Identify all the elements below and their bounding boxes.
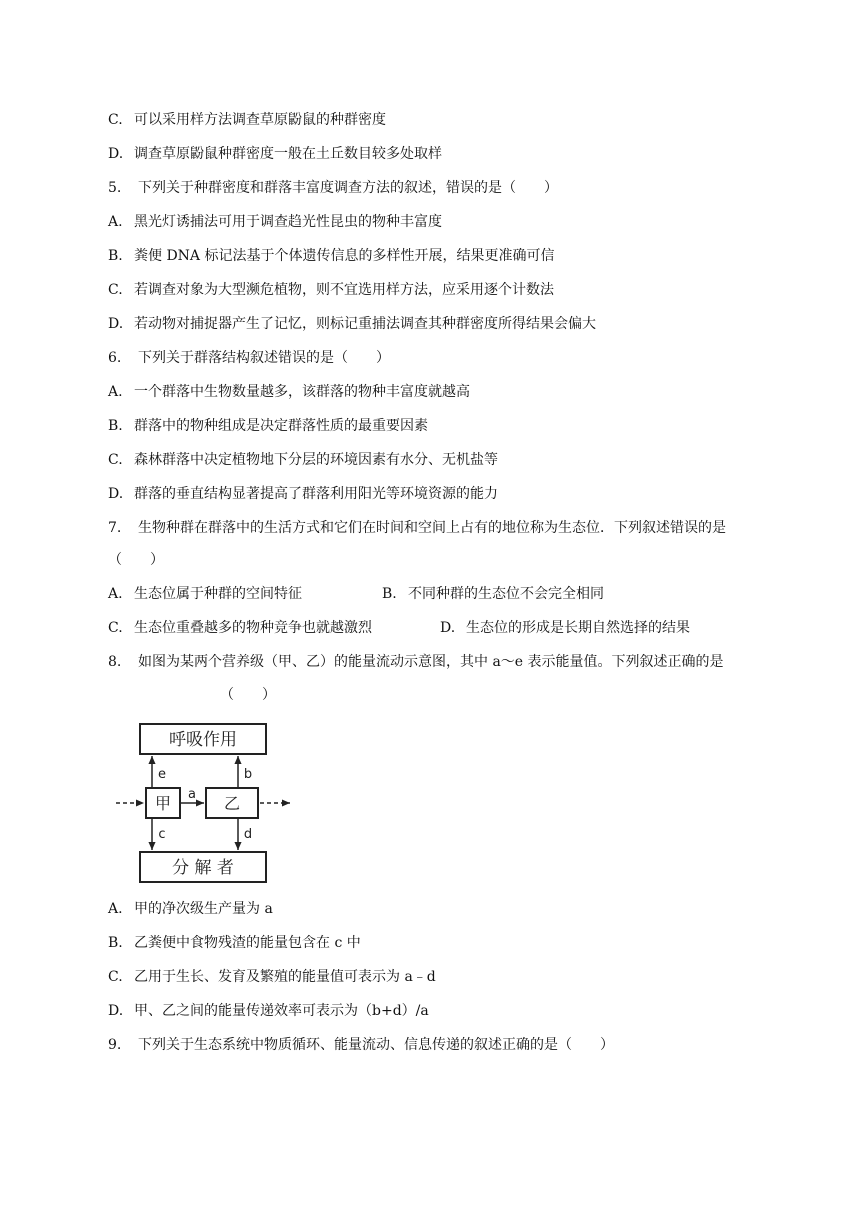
question-number: 5. (108, 180, 122, 196)
option-letter: D. (108, 1003, 124, 1019)
q7-option-c (108, 618, 372, 638)
option-letter: D. (108, 316, 124, 332)
option-letter: D. (108, 486, 124, 502)
option-letter: C. (108, 112, 123, 128)
energy-flow-diagram (110, 718, 300, 888)
q9-stem (108, 1035, 614, 1055)
q4-option-d (108, 144, 442, 164)
q8-stem-answer-blank: （ ） (220, 687, 276, 703)
respiration-label: 呼吸作用 (169, 730, 237, 750)
q4-option-c (108, 110, 386, 130)
question-stem: 下列关于生态系统中物质循环、能量流动、信息传递的叙述正确的是（ ） (138, 1037, 614, 1053)
question-number: 7. (108, 520, 122, 536)
option-text: 若调查对象为大型濒危植物，则不宜选用样方法，应采用逐个计数法 (134, 282, 554, 298)
question-stem: 下列关于群落结构叙述错误的是（ ） (138, 350, 390, 366)
option-letter: D. (440, 620, 456, 636)
question-number: 6. (108, 350, 122, 366)
q6-option-d (108, 484, 498, 504)
q8-option-d (108, 1001, 429, 1021)
label-d: d (243, 827, 253, 842)
option-text: 若动物对捕捉器产生了记忆，则标记重捕法调查其种群密度所得结果会偏大 (134, 316, 596, 332)
q5-option-c (108, 280, 554, 300)
option-text: 生态位重叠越多的物种竞争也就越激烈 (134, 620, 372, 636)
option-text: 甲、乙之间的能量传递效率可表示为（b+d）/a (134, 1003, 429, 1019)
option-text: 不同种群的生态位不会完全相同 (408, 586, 604, 602)
option-letter: C. (108, 282, 123, 298)
q7-option-b (382, 584, 604, 604)
q8-stem (108, 652, 724, 672)
option-text: 森林群落中决定植物地下分层的环境因素有水分、无机盐等 (134, 452, 498, 468)
q7-stem (108, 518, 726, 538)
option-letter: B. (382, 586, 397, 602)
option-text: 乙粪便中食物残渣的能量包含在 c 中 (134, 935, 361, 951)
label-e: e (158, 767, 166, 782)
q5-stem (108, 178, 558, 198)
option-letter: C. (108, 452, 123, 468)
label-a: a (188, 787, 196, 802)
option-letter: B. (108, 248, 123, 264)
option-letter: A. (108, 214, 123, 230)
question-stem: 下列关于种群密度和群落丰富度调查方法的叙述，错误的是（ ） (138, 180, 558, 196)
option-text: 生态位的形成是长期自然选择的结果 (466, 620, 690, 636)
question-number: 9. (108, 1037, 122, 1053)
option-letter: B. (108, 935, 123, 951)
question-stem: 如图为某两个营养级（甲、乙）的能量流动示意图，其中 a～e 表示能量值。下列叙述正确的是 (138, 654, 724, 670)
option-text: 一个群落中生物数量越多，该群落的物种丰富度就越高 (134, 384, 470, 400)
decomposer-label: 分 解 者 (172, 858, 234, 878)
option-letter: A. (108, 384, 123, 400)
node-yi-label: 乙 (223, 794, 241, 813)
option-letter: C. (108, 969, 123, 985)
option-text: 黑光灯诱捕法可用于调查趋光性昆虫的物种丰富度 (134, 214, 442, 230)
option-text: 粪便 DNA 标记法基于个体遗传信息的多样性开展，结果更准确可信 (134, 248, 555, 264)
option-letter: A. (108, 586, 123, 602)
option-letter: C. (108, 620, 123, 636)
q5-option-a (108, 212, 442, 232)
option-text: 生态位属于种群的空间特征 (134, 586, 302, 602)
q8-option-b (108, 933, 361, 953)
option-letter: B. (108, 418, 123, 434)
option-text: 可以采用样方法调查草原鼢鼠的种群密度 (134, 112, 386, 128)
q7-stem-answer-blank: （ ） (108, 552, 164, 568)
q6-option-c (108, 450, 498, 470)
option-text: 群落的垂直结构显著提高了群落利用阳光等环境资源的能力 (134, 486, 498, 502)
option-text: 调查草原鼢鼠种群密度一般在土丘数目较多处取样 (134, 146, 442, 162)
q5-option-d (108, 314, 596, 334)
q7-option-a (108, 584, 302, 604)
question-number: 8. (108, 654, 122, 670)
label-b: b (243, 767, 253, 782)
q5-option-b (108, 246, 554, 266)
node-jia-label: 甲 (154, 794, 172, 813)
q8-option-a (108, 899, 273, 919)
option-text: 甲的净次级生产量为 a (134, 901, 273, 917)
question-stem: 生物种群在群落中的生活方式和它们在时间和空间上占有的地位称为生态位．下列叙述错误的是 (138, 520, 726, 536)
option-letter: A. (108, 901, 123, 917)
q8-option-c (108, 967, 436, 987)
option-text: 群落中的物种组成是决定群落性质的最重要因素 (134, 418, 428, 434)
q6-option-b (108, 416, 428, 436)
q7-option-d (440, 618, 690, 638)
option-letter: D. (108, 146, 124, 162)
option-text: 乙用于生长、发育及繁殖的能量值可表示为 a﹣d (134, 969, 436, 985)
q6-stem (108, 348, 390, 368)
label-c: c (158, 827, 166, 842)
q6-option-a (108, 382, 470, 402)
